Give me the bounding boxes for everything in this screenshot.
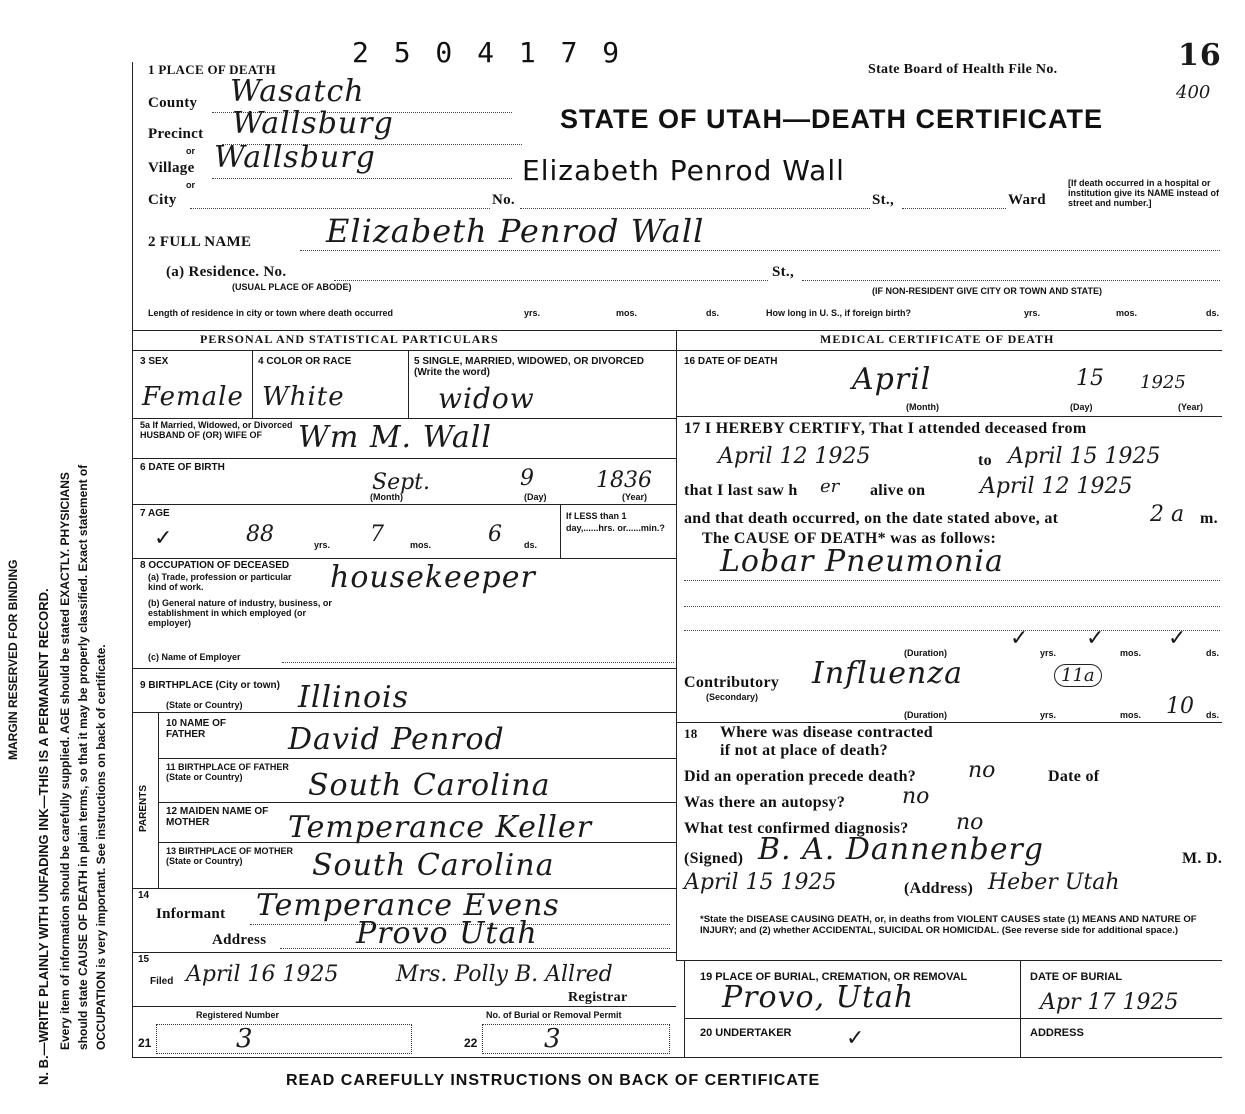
father-name: David Penrod — [288, 722, 505, 757]
duration-years-check: ✓ — [1010, 626, 1029, 651]
burial-date: Apr 17 1925 — [1040, 990, 1179, 1015]
contributory-duration-days: 10 — [1166, 694, 1194, 719]
ds-label: ds. — [1206, 710, 1220, 720]
village-label: Village — [148, 160, 195, 176]
burial-place: Provo, Utah — [722, 980, 915, 1015]
length-of-residence-label: Length of residence in city or town where death occurred — [148, 308, 394, 318]
county-value: Wasatch — [230, 74, 365, 109]
form-left-border — [132, 62, 133, 1057]
meridiem-label: m. — [1200, 510, 1218, 527]
day-caption: (Day) — [1070, 402, 1093, 412]
burial-permit-box — [482, 1024, 670, 1054]
physician-address: Heber Utah — [988, 870, 1120, 895]
birthplace-state-label: (State or Country) — [166, 700, 243, 710]
dob-month: Sept. — [372, 470, 431, 495]
death-year: 1925 — [1140, 372, 1186, 393]
county-label: County — [148, 95, 198, 111]
personal-header: PERSONAL AND STATISTICAL PARTICULARS — [200, 332, 499, 346]
ds-label: ds. — [1206, 648, 1220, 658]
month-caption: (Month) — [370, 492, 403, 502]
father-name-label: 10 NAME OF FATHER — [166, 718, 227, 740]
yrs-label: yrs. — [314, 540, 331, 550]
year-caption: (Year) — [622, 492, 648, 502]
mother-name-label: 12 MAIDEN NAME OF MOTHER — [166, 806, 269, 828]
or-label: or — [186, 180, 195, 190]
diagnosis-test-value: no — [956, 810, 984, 835]
signed-date: April 15 1925 — [684, 870, 837, 895]
contributory-label: Contributory — [684, 674, 780, 691]
age-days: 6 — [488, 522, 502, 547]
operation-date-label: Date of — [1048, 768, 1100, 785]
cause-footnote: *State the DISEASE CAUSING DEATH, or, in deaths from VIOLENT CAUSES state (1) MEANS AND NATURE OF INJURY; and (2) whether ACCIDENTAL, SUICIDAL OR HOMICIDAL. (See reverse side for additional space.) — [700, 914, 1197, 936]
yrs-label: yrs. — [1040, 648, 1057, 658]
death-day: 15 — [1076, 366, 1104, 391]
permanent-record-note: N. B.—WRITE PLAINLY WITH UNFADING INK—THIS IS A PERMANENT RECORD. — [36, 588, 51, 1085]
mother-birthplace: South Carolina — [312, 848, 555, 883]
binding-margin-note: MARGIN RESERVED FOR BINDING — [6, 559, 20, 760]
burial-permit-label: No. of Burial or Removal Permit — [486, 1010, 622, 1020]
field-22-number: 22 — [464, 1036, 478, 1050]
duration-label: (Duration) — [904, 710, 947, 720]
precinct-label: Precinct — [148, 126, 204, 142]
attended-from: April 12 1925 — [718, 444, 871, 469]
mother-name: Temperance Keller — [288, 810, 593, 845]
spouse-value: Wm M. Wall — [298, 420, 492, 455]
color-label: 4 COLOR OR RACE — [258, 356, 352, 367]
form-bottom-border — [132, 1057, 1222, 1058]
full-name-label: 2 FULL NAME — [148, 234, 252, 250]
marital-value: widow — [438, 382, 535, 415]
mos-label: mos. — [1120, 710, 1142, 720]
occupation-label: 8 OCCUPATION OF DECEASED — [140, 560, 290, 571]
burial-permit-number: 3 — [544, 1024, 561, 1054]
contributory-cause: Influenza — [812, 656, 963, 691]
dob-label: 6 DATE OF BIRTH — [140, 462, 225, 473]
last-saw-label: that I last saw h — [684, 482, 798, 499]
registrar-label: Registrar — [568, 990, 628, 1005]
age-years: 88 — [246, 522, 274, 547]
sex-label: 3 SEX — [140, 356, 169, 367]
death-occurred-label: and that death occurred, on the date stated above, at — [684, 510, 1059, 527]
date-of-death-label: 16 DATE OF DEATH — [684, 356, 778, 367]
mos-label: mos. — [1116, 308, 1138, 318]
cause-of-death: Lobar Pneumonia — [720, 544, 1004, 579]
father-birthplace: South Carolina — [308, 768, 551, 803]
footer-instructions: READ CAREFULLY INSTRUCTIONS ON BACK OF CERTIFICATE — [286, 1072, 821, 1089]
age-months: 7 — [370, 522, 384, 547]
residence-sublabel: (USUAL PLACE OF ABODE) — [232, 282, 352, 292]
time-of-death: 2 a — [1150, 502, 1185, 527]
full-name-value: Elizabeth Penrod Wall — [326, 212, 705, 250]
typed-decedent-name: Elizabeth Penrod Wall — [522, 154, 845, 187]
disease-contracted-label-2: if not at place of death? — [720, 742, 888, 759]
yrs-label: yrs. — [524, 308, 541, 318]
q18-number: 18 — [684, 726, 698, 741]
undertaker-address-label: ADDRESS — [1030, 1027, 1084, 1039]
color-value: White — [262, 382, 345, 412]
mos-label: mos. — [1120, 648, 1142, 658]
precinct-value: Wallsburg — [232, 106, 394, 141]
duration-months-check: ✓ — [1086, 626, 1105, 651]
registered-number-box — [156, 1024, 412, 1054]
ward-label: Ward — [1008, 192, 1046, 208]
residence-label: (a) Residence. No. — [166, 264, 287, 280]
street-number-label: No. — [492, 192, 515, 208]
filed-date: April 16 1925 — [186, 962, 339, 987]
year-caption: (Year) — [1178, 402, 1204, 412]
informant-label: Informant — [156, 906, 226, 922]
how-long-in-us-label: How long in U. S., if foreign birth? — [766, 308, 911, 318]
informant-address: Provo Utah — [356, 916, 538, 951]
burial-place-label: 19 PLACE OF BURIAL, CREMATION, OR REMOVAL — [700, 971, 968, 983]
age-check: ✓ — [154, 526, 173, 551]
village-value: Wallsburg — [214, 140, 376, 175]
filed-number: 15 — [138, 954, 150, 965]
less-than-label: If LESS than 1 day,......hrs. or......min.? — [566, 511, 665, 533]
mos-label: mos. — [410, 540, 432, 550]
autopsy-label: Was there an autopsy? — [684, 794, 846, 811]
spouse-label: 5a If Married, Widowed, or Divorced HUSBAND OF (OR) WIFE OF — [140, 420, 293, 440]
residence-street-label: St., — [772, 264, 795, 280]
duration-days-check: ✓ — [1168, 626, 1187, 651]
undertaker-label: 20 UNDERTAKER — [700, 1027, 792, 1039]
instruction-line-1: Every item of information should be carefully supplied. AGE should be stated EXACTLY. PHYSICIANS — [58, 472, 72, 1050]
yrs-label: yrs. — [1040, 710, 1057, 720]
informant-value: Temperance Evens — [256, 888, 560, 923]
physician-address-label: (Address) — [904, 880, 974, 897]
ward-note: [If death occurred in a hospital or institution give its NAME instead of street and number.] — [1068, 178, 1220, 208]
column-divider — [676, 330, 677, 960]
alive-on-label: alive on — [870, 482, 926, 499]
occupation-value: housekeeper — [330, 560, 536, 595]
certify-label: 17 I HEREBY CERTIFY, That I attended deceased from — [684, 420, 1087, 437]
place-of-death-label: 1 PLACE OF DEATH — [148, 62, 276, 77]
file-number-label: State Board of Health File No. — [868, 62, 1058, 77]
attended-to: April 15 1925 — [1008, 444, 1161, 469]
informant-number: 14 — [138, 890, 150, 901]
physician-signature: B. A. Dannenberg — [758, 832, 1045, 867]
father-birthplace-label: 11 BIRTHPLACE OF FATHER (State or Country) — [166, 762, 289, 782]
certificate-title: STATE OF UTAH—DEATH CERTIFICATE — [560, 104, 1103, 134]
mos-label: mos. — [616, 308, 638, 318]
diagnosis-test-label: What test confirmed diagnosis? — [684, 820, 909, 837]
operation-label: Did an operation precede death? — [684, 768, 917, 785]
sex-value: Female — [142, 382, 244, 412]
ds-label: ds. — [1206, 308, 1220, 318]
informant-address-label: Address — [212, 932, 267, 948]
marital-label: 5 SINGLE, MARRIED, WIDOWED, OR DIVORCED (Write the word) — [414, 356, 645, 378]
medical-header: MEDICAL CERTIFICATE OF DEATH — [820, 332, 1055, 346]
ds-label: ds. — [706, 308, 720, 318]
registrar-signature: Mrs. Polly B. Allred — [396, 962, 613, 987]
md-label: M. D. — [1182, 850, 1223, 867]
burial-date-label: DATE OF BURIAL — [1030, 971, 1123, 983]
operation-value: no — [968, 758, 996, 783]
contributory-code: 11a — [1054, 664, 1102, 687]
employer-label: (c) Name of Employer — [148, 652, 241, 662]
day-caption: (Day) — [524, 492, 547, 502]
registered-number-label: Registered Number — [196, 1010, 280, 1020]
cause-of-death-label: The CAUSE OF DEATH* was as follows: — [702, 530, 997, 547]
certificate-number: 2 5 0 4 1 7 9 — [352, 36, 624, 69]
death-month: April — [852, 362, 932, 397]
duration-label: (Duration) — [904, 648, 947, 658]
birthplace-value: Illinois — [298, 680, 410, 715]
occupation-sublabel: (a) Trade, profession or particular kind of work. — [148, 572, 292, 592]
filed-label: Filed — [150, 976, 174, 987]
occupation-industry-label: (b) General nature of industry, business, or establishment in which employed (or employer) — [148, 598, 332, 628]
registered-number: 3 — [236, 1024, 253, 1054]
instruction-line-2: should state CAUSE OF DEATH in plain terms, so that it may be properly classified. Exact statement of — [76, 464, 90, 1050]
to-label: to — [978, 452, 992, 469]
last-saw-suffix: er — [820, 476, 840, 497]
field-21-number: 21 — [138, 1036, 152, 1050]
city-label: City — [148, 192, 177, 208]
parents-label: PARENTS — [138, 784, 149, 832]
file-number-secondary: 400 — [1176, 82, 1211, 103]
age-label: 7 AGE — [140, 508, 170, 519]
non-resident-note: (IF NON-RESIDENT GIVE CITY OR TOWN AND STATE) — [872, 286, 1103, 296]
undertaker-check: ✓ — [846, 1026, 865, 1051]
disease-contracted-label: Where was disease contracted — [720, 724, 933, 741]
alive-on-date: April 12 1925 — [980, 474, 1133, 499]
secondary-label: (Secondary) — [706, 692, 759, 702]
street-label: St., — [872, 192, 895, 208]
ds-label: ds. — [524, 540, 538, 550]
dob-year: 1836 — [596, 468, 652, 493]
or-label: or — [186, 146, 195, 156]
signed-label: (Signed) — [684, 850, 744, 867]
month-caption: (Month) — [906, 402, 939, 412]
yrs-label: yrs. — [1024, 308, 1041, 318]
dob-day: 9 — [520, 466, 534, 491]
file-number: 16 — [1178, 38, 1222, 73]
birthplace-label: 9 BIRTHPLACE (City or town) — [140, 680, 280, 691]
autopsy-value: no — [902, 784, 930, 809]
instruction-line-3: OCCUPATION is very important. See instructions on back of certificate. — [94, 644, 108, 1050]
mother-birthplace-label: 13 BIRTHPLACE OF MOTHER (State or Country) — [166, 846, 294, 866]
